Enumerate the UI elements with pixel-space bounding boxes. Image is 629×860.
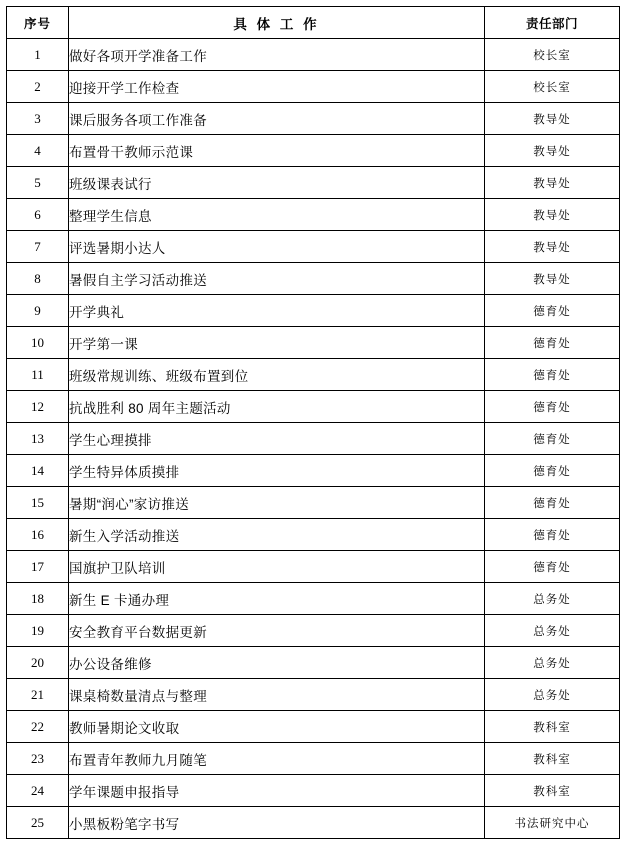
cell-dept: 德育处 xyxy=(485,455,620,487)
cell-task: 布置青年教师九月随笔 xyxy=(69,743,485,775)
cell-no: 24 xyxy=(7,775,69,807)
cell-task: 班级常规训练、班级布置到位 xyxy=(69,359,485,391)
work-schedule-table xyxy=(6,6,620,839)
table-row xyxy=(7,455,620,487)
cell-no: 15 xyxy=(7,487,69,519)
cell-dept: 书法研究中心 xyxy=(485,807,620,839)
cell-task: 迎接开学工作检查 xyxy=(69,71,485,103)
table-row xyxy=(7,807,620,839)
cell-dept: 教科室 xyxy=(485,743,620,775)
cell-dept: 教科室 xyxy=(485,775,620,807)
table-row xyxy=(7,359,620,391)
table-row xyxy=(7,71,620,103)
cell-task: 整理学生信息 xyxy=(69,199,485,231)
cell-dept: 德育处 xyxy=(485,359,620,391)
table-row xyxy=(7,775,620,807)
cell-no: 14 xyxy=(7,455,69,487)
cell-no: 19 xyxy=(7,615,69,647)
cell-task: 办公设备维修 xyxy=(69,647,485,679)
cell-dept: 总务处 xyxy=(485,615,620,647)
cell-task: 小黑板粉笔字书写 xyxy=(69,807,485,839)
cell-task: 抗战胜利 80 周年主题活动 xyxy=(69,391,485,423)
cell-dept: 教科室 xyxy=(485,711,620,743)
cell-dept: 教导处 xyxy=(485,263,620,295)
table-row xyxy=(7,199,620,231)
cell-task: 暑假自主学习活动推送 xyxy=(69,263,485,295)
table-row xyxy=(7,679,620,711)
cell-dept: 教导处 xyxy=(485,199,620,231)
cell-task: 新生入学活动推送 xyxy=(69,519,485,551)
cell-no: 3 xyxy=(7,103,69,135)
cell-task: 布置骨干教师示范课 xyxy=(69,135,485,167)
table-row xyxy=(7,583,620,615)
table-header-row xyxy=(7,7,620,39)
table-row xyxy=(7,711,620,743)
document-page xyxy=(0,6,629,860)
cell-no: 11 xyxy=(7,359,69,391)
cell-task: 学年课题申报指导 xyxy=(69,775,485,807)
cell-no: 20 xyxy=(7,647,69,679)
cell-no: 25 xyxy=(7,807,69,839)
cell-task: 课后服务各项工作准备 xyxy=(69,103,485,135)
cell-no: 22 xyxy=(7,711,69,743)
cell-dept: 校长室 xyxy=(485,71,620,103)
table-row xyxy=(7,423,620,455)
table-row xyxy=(7,327,620,359)
table-row xyxy=(7,135,620,167)
cell-no: 18 xyxy=(7,583,69,615)
cell-dept: 教导处 xyxy=(485,167,620,199)
table-row xyxy=(7,391,620,423)
cell-dept: 德育处 xyxy=(485,551,620,583)
cell-dept: 总务处 xyxy=(485,647,620,679)
cell-no: 16 xyxy=(7,519,69,551)
table-row xyxy=(7,39,620,71)
cell-dept: 总务处 xyxy=(485,679,620,711)
cell-no: 9 xyxy=(7,295,69,327)
cell-dept: 校长室 xyxy=(485,39,620,71)
cell-no: 1 xyxy=(7,39,69,71)
table-row xyxy=(7,743,620,775)
cell-dept: 德育处 xyxy=(485,423,620,455)
column-header-task: 具 体 工 作 xyxy=(69,7,485,39)
cell-no: 21 xyxy=(7,679,69,711)
cell-task: 开学典礼 xyxy=(69,295,485,327)
table-row xyxy=(7,519,620,551)
cell-no: 10 xyxy=(7,327,69,359)
cell-dept: 总务处 xyxy=(485,583,620,615)
column-header-no: 序号 xyxy=(7,7,69,39)
cell-task: 学生心理摸排 xyxy=(69,423,485,455)
cell-no: 7 xyxy=(7,231,69,263)
cell-task: 安全教育平台数据更新 xyxy=(69,615,485,647)
cell-no: 6 xyxy=(7,199,69,231)
cell-task: 国旗护卫队培训 xyxy=(69,551,485,583)
cell-dept: 教导处 xyxy=(485,103,620,135)
cell-no: 5 xyxy=(7,167,69,199)
table-row xyxy=(7,263,620,295)
table-row xyxy=(7,103,620,135)
cell-task: 教师暑期论文收取 xyxy=(69,711,485,743)
cell-dept: 德育处 xyxy=(485,327,620,359)
table-row xyxy=(7,167,620,199)
cell-dept: 德育处 xyxy=(485,487,620,519)
cell-task: 评选暑期小达人 xyxy=(69,231,485,263)
column-header-dept: 责任部门 xyxy=(485,7,620,39)
cell-dept: 德育处 xyxy=(485,295,620,327)
cell-task: 暑期“润心”家访推送 xyxy=(69,487,485,519)
cell-task: 班级课表试行 xyxy=(69,167,485,199)
cell-no: 17 xyxy=(7,551,69,583)
cell-no: 4 xyxy=(7,135,69,167)
table-row xyxy=(7,231,620,263)
table-header xyxy=(7,7,620,39)
cell-dept: 德育处 xyxy=(485,391,620,423)
cell-no: 13 xyxy=(7,423,69,455)
cell-dept: 德育处 xyxy=(485,519,620,551)
table-row xyxy=(7,295,620,327)
table-row xyxy=(7,551,620,583)
cell-task: 课桌椅数量清点与整理 xyxy=(69,679,485,711)
cell-task: 做好各项开学准备工作 xyxy=(69,39,485,71)
cell-no: 23 xyxy=(7,743,69,775)
table-row xyxy=(7,647,620,679)
cell-no: 8 xyxy=(7,263,69,295)
table-row xyxy=(7,615,620,647)
cell-no: 2 xyxy=(7,71,69,103)
table-row xyxy=(7,487,620,519)
table-body xyxy=(7,39,620,839)
cell-task: 新生 E 卡通办理 xyxy=(69,583,485,615)
cell-task: 开学第一课 xyxy=(69,327,485,359)
cell-no: 12 xyxy=(7,391,69,423)
cell-dept: 教导处 xyxy=(485,135,620,167)
cell-dept: 教导处 xyxy=(485,231,620,263)
cell-task: 学生特异体质摸排 xyxy=(69,455,485,487)
